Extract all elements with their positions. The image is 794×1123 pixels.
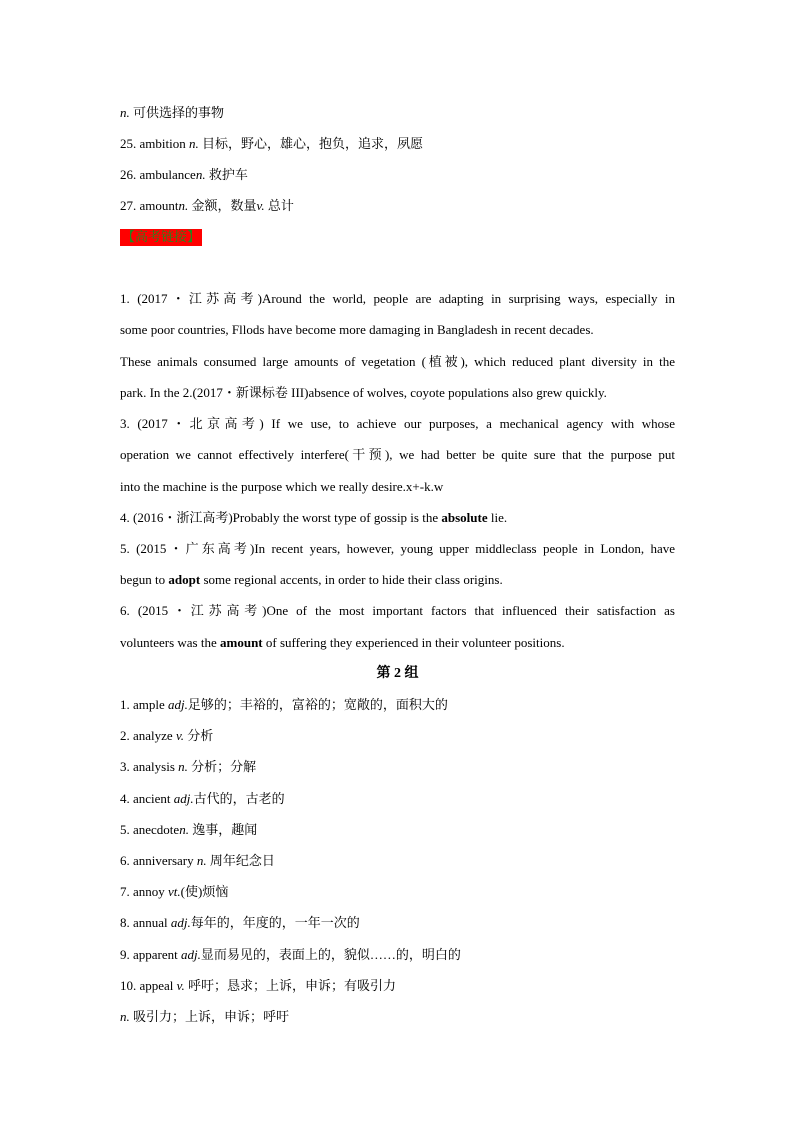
exam-sentence-line: 3. (2017・北京高考) If we use, to achieve our purposes, a mechanical agency with whose bbox=[120, 416, 675, 431]
headword: ancient bbox=[133, 791, 171, 806]
exam-sentence-line: park. In the 2.(2017・新课标卷 III)absence of wolves, coyote populations also grew quickly. bbox=[120, 385, 607, 400]
part-of-speech: n. bbox=[196, 853, 207, 868]
definition: 分析 bbox=[187, 728, 214, 743]
definition: 呼吁；恳求；上诉，申诉；有吸引力 bbox=[187, 978, 396, 993]
part-of-speech: adj. bbox=[181, 947, 201, 962]
headword: anecdote bbox=[133, 822, 180, 837]
headword: apparent bbox=[133, 947, 178, 962]
sentence-text: 4. (2016・浙江高考)Probably the worst type of gossip is the bbox=[120, 510, 442, 525]
definition: 分析；分解 bbox=[191, 759, 257, 774]
vocab-entry bbox=[120, 695, 448, 715]
sentence-text: volunteers was the bbox=[120, 635, 221, 650]
key-word: amount bbox=[220, 635, 263, 650]
part-of-speech: v. bbox=[176, 978, 185, 993]
entry-number: 8. bbox=[120, 915, 130, 930]
definition: 每年的，年度的，一年一次的 bbox=[190, 915, 360, 930]
vocab-entry bbox=[120, 882, 228, 902]
entry-number: 7. bbox=[120, 884, 130, 899]
definition: 足够的；丰裕的，富裕的；宽敞的，面积大的 bbox=[187, 697, 448, 712]
exam-sentence-line: 1. (2017・江苏高考)Around the world, people are adapting in surprising ways, especially in bbox=[120, 291, 675, 306]
definition: 显而易见的，表面上的，貌似……的，明白的 bbox=[200, 947, 461, 962]
vocab-entry bbox=[120, 913, 360, 933]
entry-number: 27. bbox=[120, 198, 137, 213]
vocab-entry bbox=[120, 103, 224, 123]
definition: 金额，数量 bbox=[191, 198, 257, 213]
vocab-entry bbox=[120, 165, 248, 185]
definition: 周年纪念日 bbox=[209, 853, 275, 868]
part-of-speech: adj. bbox=[168, 697, 188, 712]
exam-sentence-line: 5. (2015・广东高考)In recent years, however, young upper middleclass people in London, have bbox=[120, 541, 675, 556]
definition: 总计 bbox=[267, 198, 294, 213]
part-of-speech: adj. bbox=[170, 915, 191, 930]
vocab-entry bbox=[120, 134, 423, 154]
headword: amount bbox=[139, 198, 179, 213]
vocab-entry bbox=[120, 1007, 289, 1027]
vocab-entry bbox=[120, 789, 285, 809]
vocab-entry bbox=[120, 726, 213, 746]
definition: 逸事，趣闻 bbox=[192, 822, 258, 837]
exam-sentence-line bbox=[120, 633, 565, 653]
part-of-speech: vt. bbox=[168, 884, 181, 899]
key-word: adopt bbox=[168, 572, 201, 587]
headword: annual bbox=[133, 915, 168, 930]
definition: 目标，野心，雄心，抱负，追求，夙愿 bbox=[201, 136, 423, 151]
entry-number: 6. bbox=[120, 853, 130, 868]
vocab-entry bbox=[120, 851, 275, 871]
part-of-speech: n. bbox=[178, 198, 189, 213]
entry-number: 1. bbox=[120, 697, 130, 712]
headword: ambition bbox=[139, 136, 186, 151]
headword: annoy bbox=[133, 884, 165, 899]
sentence-text: begun to bbox=[120, 572, 169, 587]
exam-sentence-line: some poor countries, Fllods have become more damaging in Bangladesh in recent decades. bbox=[120, 322, 594, 337]
part-of-speech: n. bbox=[195, 167, 206, 182]
part-of-speech: n. bbox=[179, 822, 189, 837]
part-of-speech: v. bbox=[175, 728, 185, 743]
part-of-speech: n. bbox=[120, 1009, 130, 1024]
vocab-entry bbox=[120, 757, 256, 777]
entry-number: 2. bbox=[120, 728, 130, 743]
sentence-text: of suffering they experienced in their volunteer positions. bbox=[262, 635, 565, 650]
exam-link-badge: 【高考链接】 bbox=[122, 230, 201, 245]
entry-number: 9. bbox=[120, 947, 130, 962]
exam-sentence-line: These animals consumed large amounts of vegetation (植被), which reduced plant diversity in the bbox=[120, 354, 675, 369]
definition: (使)烦恼 bbox=[180, 884, 229, 899]
sentence-text: some regional accents, in order to hide their class origins. bbox=[200, 572, 503, 587]
definition: 古代的，古老的 bbox=[193, 791, 285, 806]
key-word: absolute bbox=[441, 510, 488, 525]
part-of-speech: n. bbox=[188, 136, 199, 151]
entry-number: 25. bbox=[120, 136, 137, 151]
entry-number: 3. bbox=[120, 759, 130, 774]
vocab-entry bbox=[120, 976, 396, 996]
entry-number: 5. bbox=[120, 822, 130, 837]
part-of-speech: n. bbox=[178, 759, 188, 774]
headword: anniversary bbox=[133, 853, 194, 868]
entry-number: 10. bbox=[120, 978, 137, 993]
definition: 可供选择的事物 bbox=[133, 105, 225, 120]
vocab-entry bbox=[120, 945, 461, 965]
vocab-entry bbox=[120, 196, 294, 216]
headword: ambulance bbox=[139, 167, 196, 182]
definition: 救护车 bbox=[208, 167, 248, 182]
entry-number: 26. bbox=[120, 167, 137, 182]
exam-sentence-line: operation we cannot effectively interfere(干预), we had better be quite sure that the purpose put bbox=[120, 447, 675, 462]
headword: analysis bbox=[133, 759, 175, 774]
headword: appeal bbox=[139, 978, 174, 993]
exam-sentence-line: 6. (2015・江苏高考)One of the most important factors that influenced their satisfaction as bbox=[120, 603, 675, 618]
sentence-text: lie. bbox=[487, 510, 508, 525]
headword: analyze bbox=[133, 728, 173, 743]
vocab-entry bbox=[120, 820, 257, 840]
headword: ample bbox=[133, 697, 165, 712]
group-title: 第 2 组 bbox=[376, 666, 419, 681]
part-of-speech: n. bbox=[120, 105, 130, 120]
exam-sentence-line bbox=[120, 570, 503, 590]
exam-link-heading bbox=[120, 227, 202, 248]
part-of-speech: v. bbox=[256, 198, 265, 213]
entry-number: 4. bbox=[120, 791, 130, 806]
part-of-speech: adj. bbox=[173, 791, 194, 806]
definition: 吸引力；上诉，申诉；呼吁 bbox=[133, 1009, 290, 1024]
exam-sentence-line: into the machine is the purpose which we really desire.x+-k.w bbox=[120, 479, 444, 494]
exam-sentence-line bbox=[120, 508, 507, 528]
